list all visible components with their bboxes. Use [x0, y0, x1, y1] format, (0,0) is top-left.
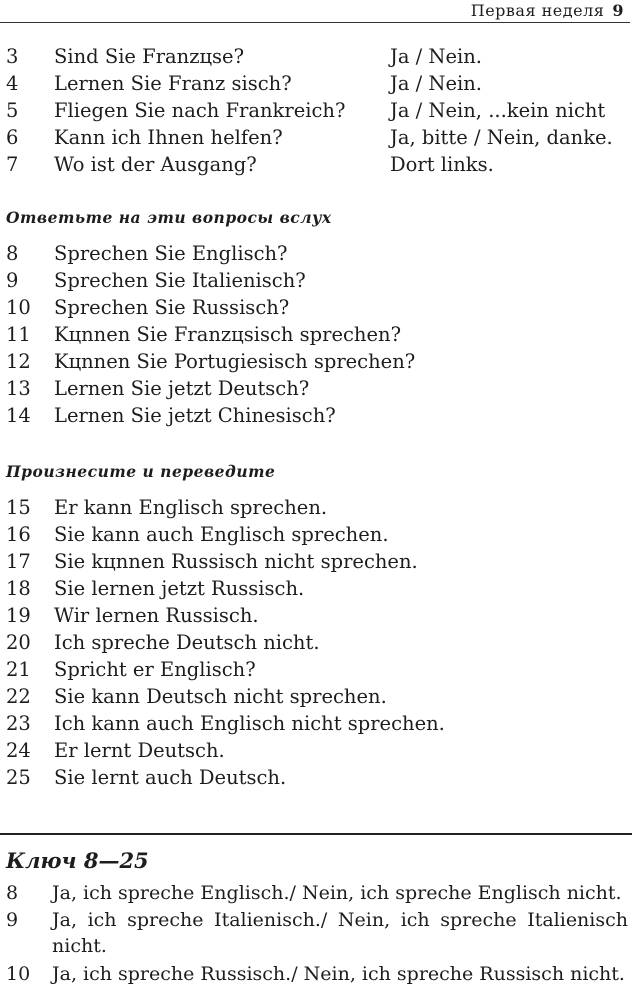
- question-text: Sind Sie Franzцse?: [54, 45, 245, 68]
- item-number: 19: [6, 604, 31, 627]
- item-number: 10: [6, 296, 31, 319]
- item-number: 6: [6, 126, 19, 149]
- item-number: 8: [6, 242, 19, 265]
- list-item: [0, 907, 632, 959]
- item-number: 3: [6, 45, 19, 68]
- item-text: Lernen Sie jetzt Deutsch?: [54, 377, 310, 400]
- running-head: [471, 1, 624, 20]
- item-text: Er lernt Deutsch.: [54, 739, 225, 762]
- item-text: Ja, ich spreche Italienisch./ Nein, ich spreche Italienisch nicht.: [52, 909, 628, 957]
- item-text: Sie kann auch Englisch sprechen.: [54, 523, 389, 546]
- running-title: Первая неделя: [470, 1, 605, 20]
- item-number: 10: [6, 963, 31, 985]
- item-text: Sie lernt auch Deutsch.: [54, 766, 287, 789]
- item-text: Sie kann Deutsch nicht sprechen.: [54, 685, 387, 708]
- item-number: 17: [6, 550, 31, 573]
- question-text: Wo ist der Ausgang?: [54, 153, 257, 176]
- item-number: 21: [6, 658, 31, 681]
- list-item: [0, 961, 632, 987]
- item-text: Lernen Sie jetzt Chinesisch?: [54, 404, 336, 427]
- item-text: Sprechen Sie Englisch?: [54, 242, 288, 265]
- key-heading: Ключ 8—25: [6, 848, 149, 873]
- item-text: Sprechen Sie Italienisch?: [54, 269, 306, 292]
- answer-text: Ja, bitte / Nein, danke.: [390, 126, 613, 149]
- item-number: 14: [6, 404, 31, 427]
- item-number: 20: [6, 631, 31, 654]
- question-text: Fliegen Sie nach Frankreich?: [54, 99, 346, 122]
- item-text: Ja, ich spreche Englisch./ Nein, ich spreche Englisch nicht.: [52, 882, 622, 904]
- item-number: 11: [6, 323, 31, 346]
- item-text: Ich spreche Deutsch nicht.: [54, 631, 320, 654]
- answer-text: Dort links.: [390, 153, 494, 176]
- item-number: 8: [6, 882, 19, 904]
- item-number: 5: [6, 99, 19, 122]
- running-header: [0, 0, 630, 23]
- item-text: Sprechen Sie Russisch?: [54, 296, 290, 319]
- page-number: 9: [612, 1, 624, 20]
- answer-text: Ja / Nein, ...kein nicht: [390, 99, 606, 122]
- question-text: Lernen Sie Franz sisch?: [54, 72, 292, 95]
- item-number: 9: [6, 909, 19, 931]
- item-text: Kцnnen Sie Franzцsisch sprechen?: [54, 323, 402, 346]
- item-number: 9: [6, 269, 19, 292]
- item-number: 15: [6, 496, 31, 519]
- item-number: 7: [6, 153, 19, 176]
- item-number: 23: [6, 712, 31, 735]
- item-number: 25: [6, 766, 31, 789]
- item-text: Wir lernen Russisch.: [54, 604, 259, 627]
- item-number: 13: [6, 377, 31, 400]
- item-number: 16: [6, 523, 31, 546]
- item-text: Er kann Englisch sprechen.: [54, 496, 328, 519]
- question-text: Kann ich Ihnen helfen?: [54, 126, 283, 149]
- item-text: Spricht er Englisch?: [54, 658, 256, 681]
- item-number: 4: [6, 72, 19, 95]
- item-number: 12: [6, 350, 31, 373]
- item-text: Ja, ich spreche Russisch./ Nein, ich spreche Russisch nicht.: [52, 963, 625, 985]
- item-text: Ich kann auch Englisch nicht sprechen.: [54, 712, 445, 735]
- item-text: Sie kцnnen Russisch nicht sprechen.: [54, 550, 418, 573]
- section-heading-translate: Произнесите и переведите: [6, 462, 276, 481]
- answer-text: Ja / Nein.: [390, 72, 483, 95]
- item-number: 24: [6, 739, 31, 762]
- section-divider: [0, 833, 632, 835]
- item-text: Sie lernen jetzt Russisch.: [54, 577, 305, 600]
- answer-text: Ja / Nein.: [390, 45, 483, 68]
- section-heading-answer: Ответьте на эти вопросы вслух: [6, 208, 332, 227]
- item-text: Kцnnen Sie Portugiesisch sprechen?: [54, 350, 416, 373]
- list-item: [0, 880, 632, 906]
- item-number: 22: [6, 685, 31, 708]
- item-number: 18: [6, 577, 31, 600]
